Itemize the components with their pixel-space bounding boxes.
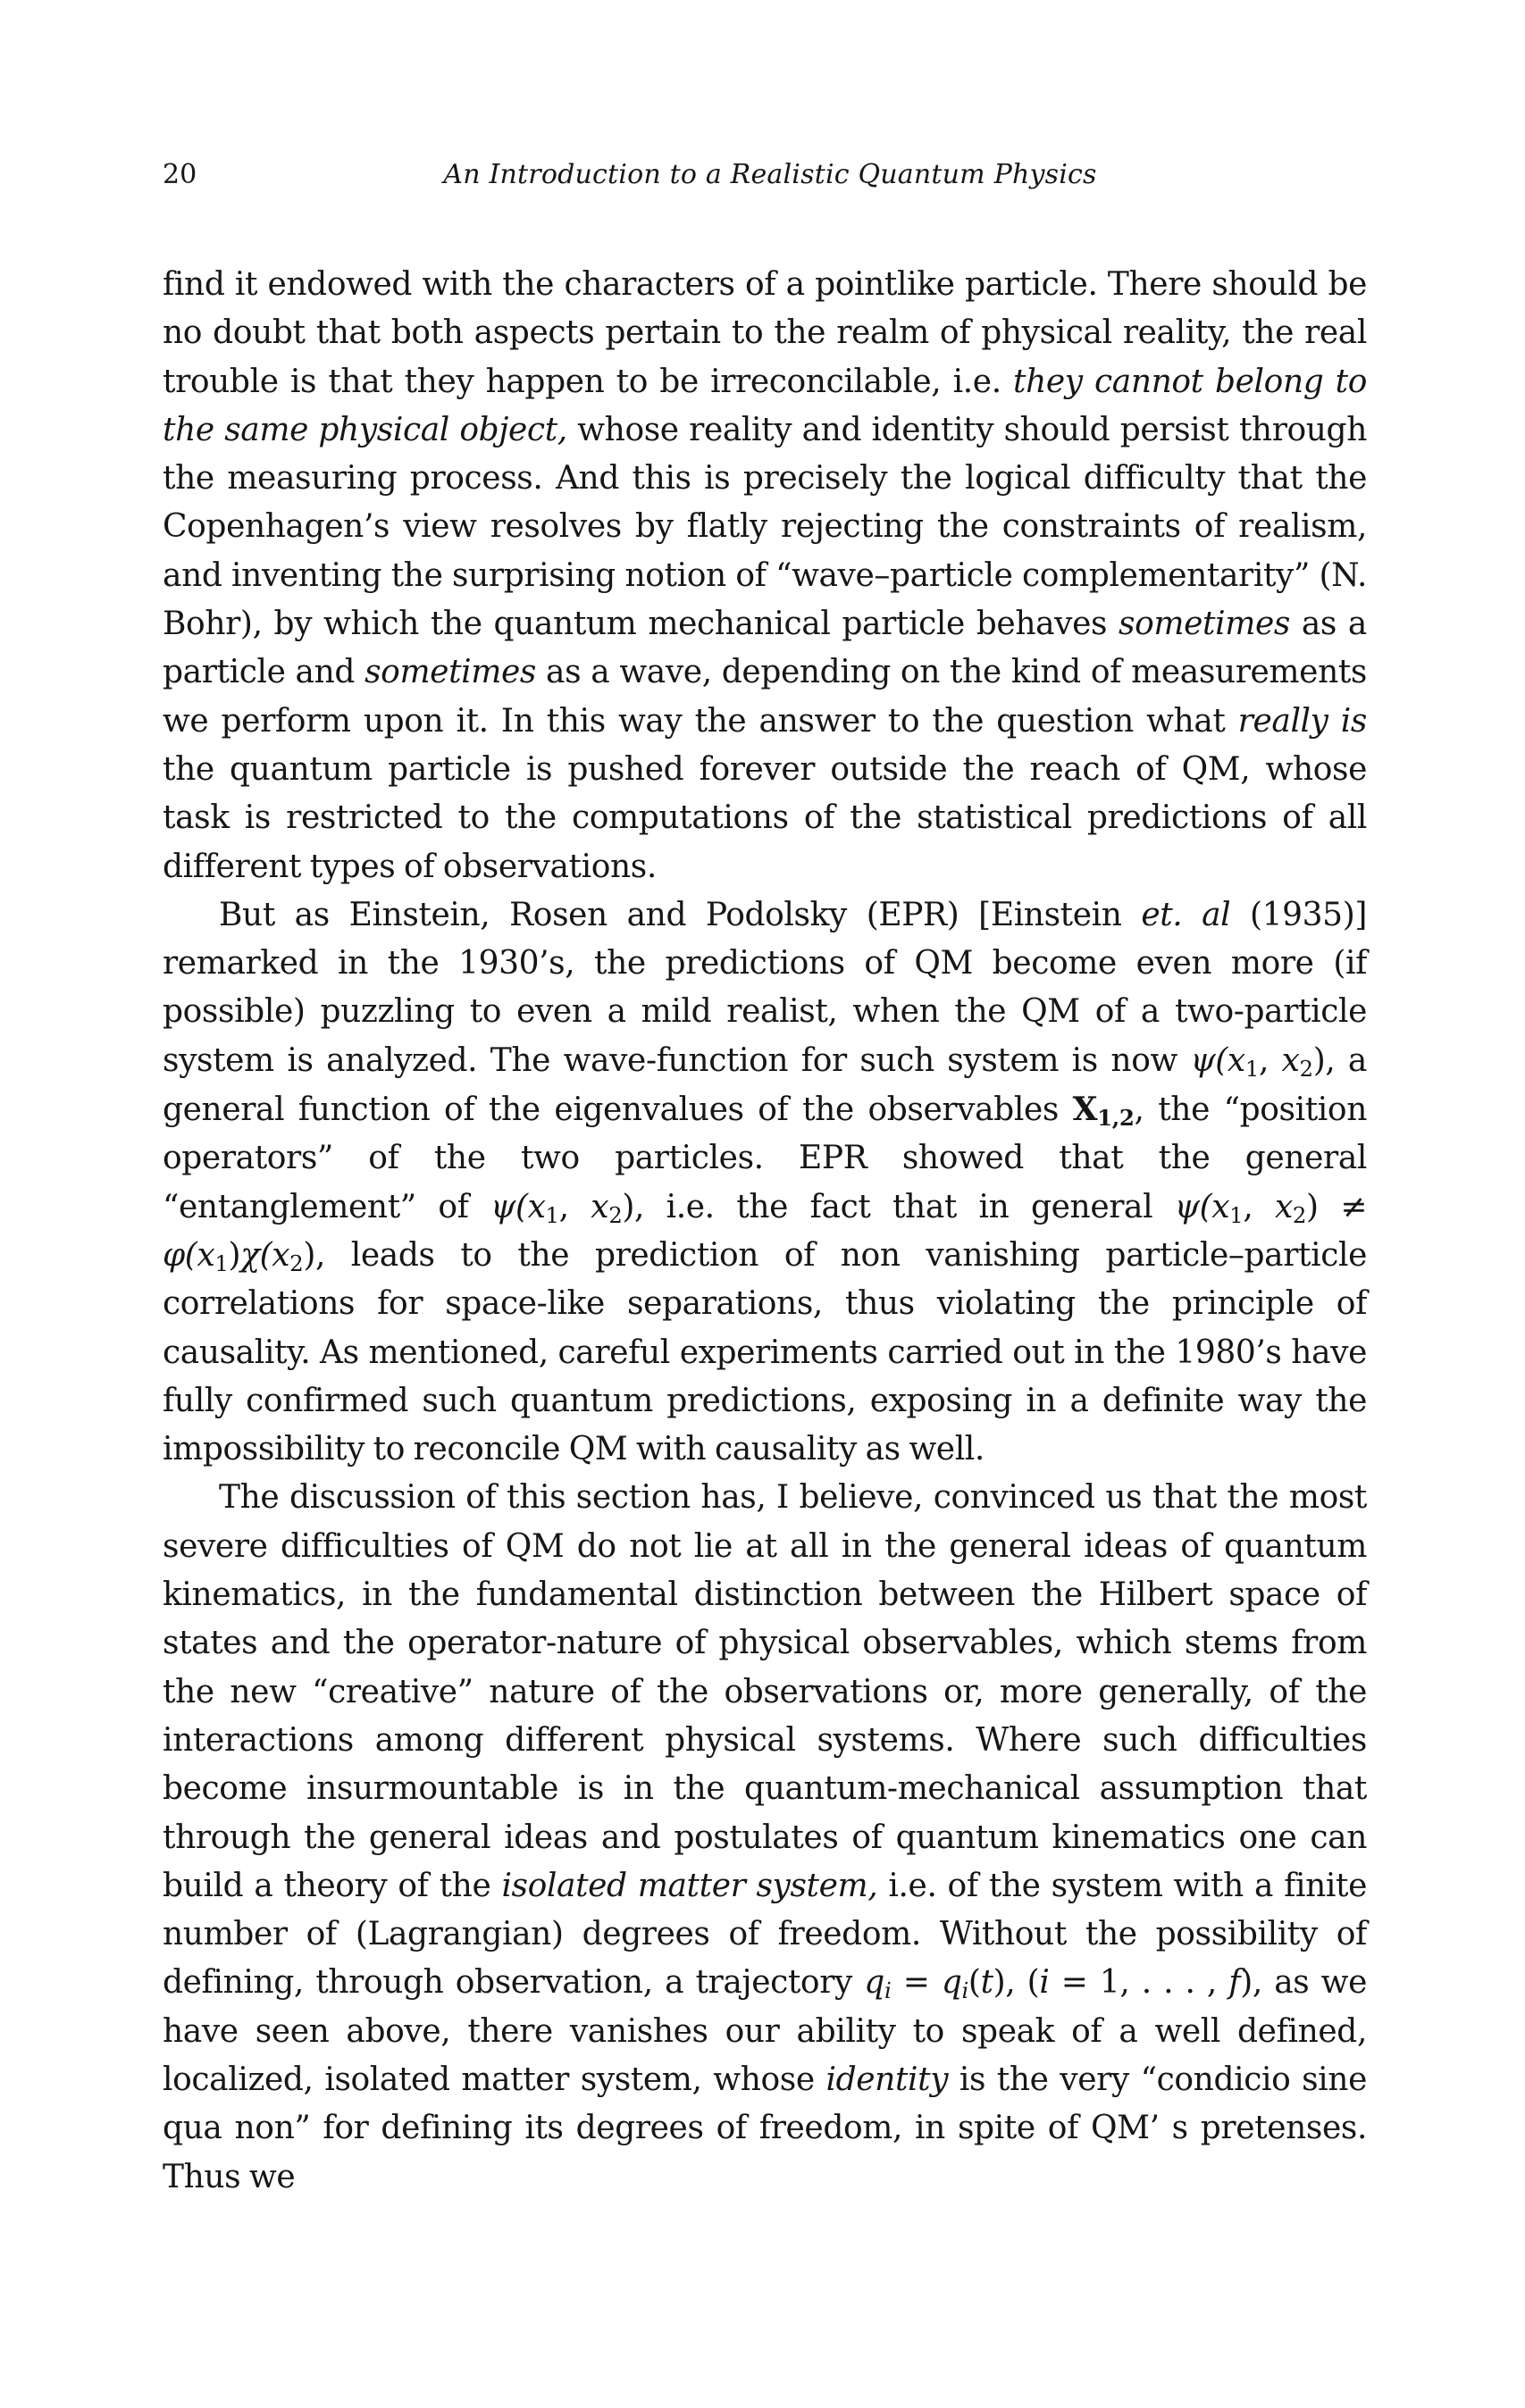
italic-text: et. al	[1141, 896, 1231, 933]
italic-text: i	[1039, 1964, 1050, 2002]
italic-text: q	[941, 1964, 962, 2002]
italic-text: t	[980, 1964, 993, 2002]
text-run: as a particle and	[163, 606, 1367, 691]
italic-text: ψ(x	[1190, 1041, 1245, 1079]
subscript: 1	[545, 1201, 559, 1228]
text-run: ), i.e. the fact that in general	[622, 1188, 1175, 1225]
text-run: find it endowed with the characters of a pointlike particle. There should be no doubt that both aspects pertain to the realm of physical reality, the real trouble is that they happen to be irreconcilable, i.e.	[163, 266, 1367, 400]
text-run: X	[1072, 1091, 1098, 1129]
page-header	[163, 157, 1378, 198]
italic-text: sometimes	[1119, 606, 1290, 643]
italic-text: really is	[1237, 702, 1368, 740]
subscript: i	[884, 1977, 892, 2004]
text-run: ,	[558, 1188, 591, 1225]
text-run: the quantum particle is pushed forever outside the reach of QM, whose task is restricted to the computations of the statistical predictions of all different types of observations.	[163, 750, 1367, 885]
page-number: 20	[163, 159, 197, 190]
subscript: 1	[1244, 1055, 1259, 1082]
text-run: )	[228, 1236, 241, 1274]
text-run: =	[891, 1964, 942, 2002]
paragraph-2	[163, 891, 1367, 1475]
italic-text: f	[1228, 1964, 1241, 2002]
paragraph-3	[163, 1474, 1367, 2201]
italic-text: ψ(x	[1174, 1188, 1230, 1225]
text-run: i.e. of the system with a finite number of (Lagrangian) degrees of freedom. Without the possibility of defining, through observation, a trajectory	[163, 1867, 1367, 2002]
subscript: 2	[1292, 1201, 1307, 1228]
running-title: An Introduction to a Realistic Quantum Physics	[443, 159, 1097, 190]
text-run: (	[968, 1964, 981, 2002]
subscript: 2	[289, 1250, 304, 1277]
subscript: 1	[1229, 1201, 1244, 1228]
italic-text: x	[1274, 1188, 1293, 1225]
italic-text: they cannot belong to the same physical object,	[163, 363, 1367, 448]
body-text	[163, 261, 1367, 2202]
text-run: whose reality and identity should persist through the measuring process. And this is precisely the logical difficulty that the Copenhagen’s view resolves by flatly rejecting the constraints of realism, and inventing the surprising notion of “wave–particle complementarity” (N. Bohr), by which the quantum mechanical particle behaves	[163, 411, 1367, 643]
subscript: 1,2	[1097, 1105, 1135, 1132]
text-run: (1935)] remarked in the 1930’s, the predictions of QM become even more (if possible) puzzling to even a mild realist, when the QM of a two-particle system is analyzed. The wave-function for such system is now	[163, 896, 1367, 1079]
italic-text: identity	[825, 2061, 949, 2098]
italic-text: χ(x	[240, 1236, 290, 1274]
italic-text: x	[1281, 1041, 1300, 1079]
italic-text: isolated matter system,	[501, 1867, 878, 1904]
text-run: ) ≠	[1306, 1188, 1368, 1225]
italic-text: ψ(x	[490, 1188, 546, 1225]
text-run: as a wave, depending on the kind of measurements we perform upon it. In this way the answer to the question what	[163, 654, 1367, 740]
text-run: = 1, . . . ,	[1049, 1964, 1229, 2002]
italic-text: sometimes	[364, 654, 536, 691]
text-run: ,	[1243, 1188, 1275, 1225]
text-run: is the very “condicio sine qua non” for defining its degrees of freedom, in spite of QM’ s pretenses. Thus we	[163, 2061, 1367, 2195]
text-run: ), a general function of the eigenvalues of the observables	[163, 1041, 1367, 1129]
text-run: ), leads to the prediction of non vanishing particle–particle correlations for space-like separations, thus violating the principle of causality. As mentioned, careful experiments carried out in the 1980’s have fully confirmed such quantum predictions, exposing in a definite way the impossibility to reconcile QM with causality as well.	[163, 1236, 1367, 1468]
subscript: 1	[214, 1250, 229, 1277]
subscript: i	[961, 1977, 968, 2004]
italic-text: x	[591, 1188, 609, 1225]
italic-text: q	[864, 1964, 884, 2002]
text-run: ), (	[993, 1964, 1040, 2002]
text-run: The discussion of this section has, I believe, convinced us that the most severe difficulties of QM do not lie at all in the general ideas of quantum kinematics, in the fundamental distinction between the Hilbert space of states and the operator-nature of physical observables, which stems from the new “creative” nature of the observations or, more generally, of the interactions among different physical systems. Where such difficulties become insurmountable is in the quantum-mechanical assumption that through the general ideas and postulates of quantum kinematics one can build a theory of the	[163, 1479, 1367, 1904]
text-run: ,	[1259, 1041, 1282, 1079]
paragraph-1	[163, 261, 1367, 891]
text-run: , the “position operators” of the two particles. EPR showed that the general “entanglement” of	[163, 1091, 1367, 1225]
text-run: ), as we have seen above, there vanishes our ability to speak of a well defined, localized, isolated matter system, whose	[163, 1964, 1367, 2098]
subscript: 2	[608, 1201, 623, 1228]
subscript: 2	[1299, 1055, 1313, 1082]
italic-text: φ(x	[163, 1236, 215, 1274]
text-run: But as Einstein, Rosen and Podolsky (EPR) [Einstein	[219, 896, 1142, 933]
